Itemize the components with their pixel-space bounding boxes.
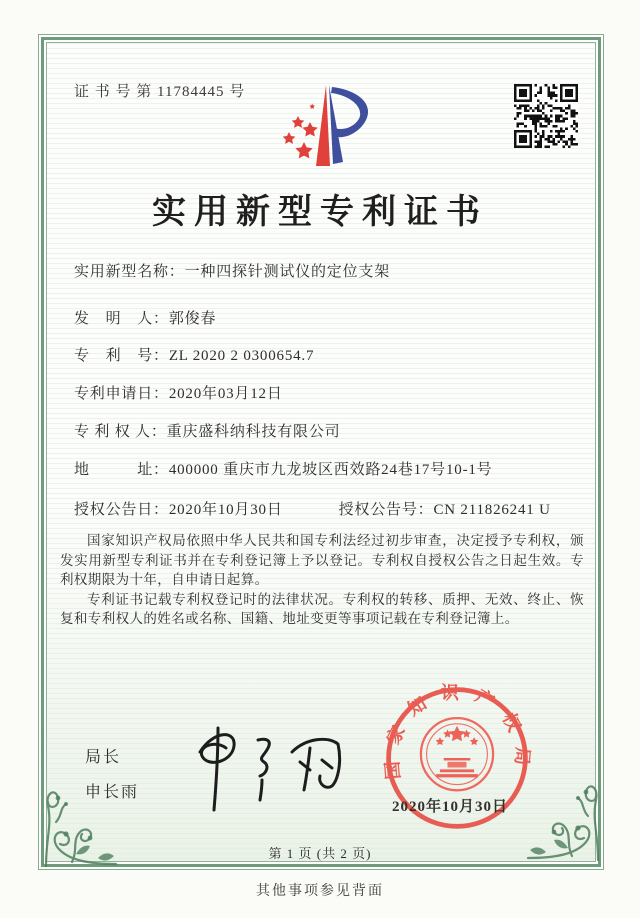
field-inventor [74,307,216,328]
seal-date: 2020年10月30日 [392,799,509,815]
field-label: 实用新型名称： [74,264,185,280]
field-utility-model-name [74,260,390,281]
certificate-title: 实用新型专利证书 [152,194,488,231]
director-name: 申长雨 [85,784,140,801]
field-value: ZL 2020 2 0300654.7 [168,348,315,364]
field-label: 授权公告号： [338,502,434,518]
field-label: 专利申请日： [74,386,169,402]
field-label: 专 利 号： [74,348,169,364]
legal-paragraph: 国家知识产权局依照中华人民共和国专利法经过初步审查，决定授予专利权，颁发实用新型专利证书并在专利登记簿上予以登记。专利权自授权公告之日起生效。专利权期限为十年，自申请日起算。 [60,533,584,587]
certificate-number: 证 书 号 第 11784445 号 [74,84,246,100]
field-label: 发 明 人： [74,311,169,327]
field-grant-date-and-number [74,498,551,519]
field-value: 2020年03月12日 [168,386,283,402]
field-value: 郭俊春 [168,311,217,327]
field-label: 地 址： [74,462,169,478]
field-address [74,458,492,479]
field-value: 一种四探针测试仪的定位支架 [184,264,391,280]
national-emblem [421,718,493,790]
field-label: 授权公告日： [74,502,169,518]
cnipa-logo-icon [262,80,372,174]
field-value: 400000 重庆市九龙坡区西效路24巷17号10-1号 [168,462,493,478]
field-patentee [74,420,340,441]
back-side-note: 其他事项参见背面 [256,884,384,899]
legal-text-block [60,531,584,629]
field-value: 重庆盛科纳科技有限公司 [166,424,341,440]
page-number: 第 1 页 (共 2 页) [268,846,372,861]
field-value: CN 211826241 U [433,502,551,518]
field-patent-number [74,344,314,365]
field-label: 专 利 权 人： [74,424,167,440]
director-handwritten-signature [188,722,348,814]
legal-paragraph: 专利证书记载专利权登记时的法律状况。专利权的转移、质押、无效、终止、恢复和专利权人的姓名或名称、国籍、地址变更等事项记载在专利登记簿上。 [60,591,584,626]
field-value: 2020年10月30日 [168,502,283,518]
seal-org-text: 国家知识产权局 [381,683,533,781]
director-title: 局长 [85,749,122,766]
field-application-date [74,382,283,403]
qr-code [514,84,578,148]
